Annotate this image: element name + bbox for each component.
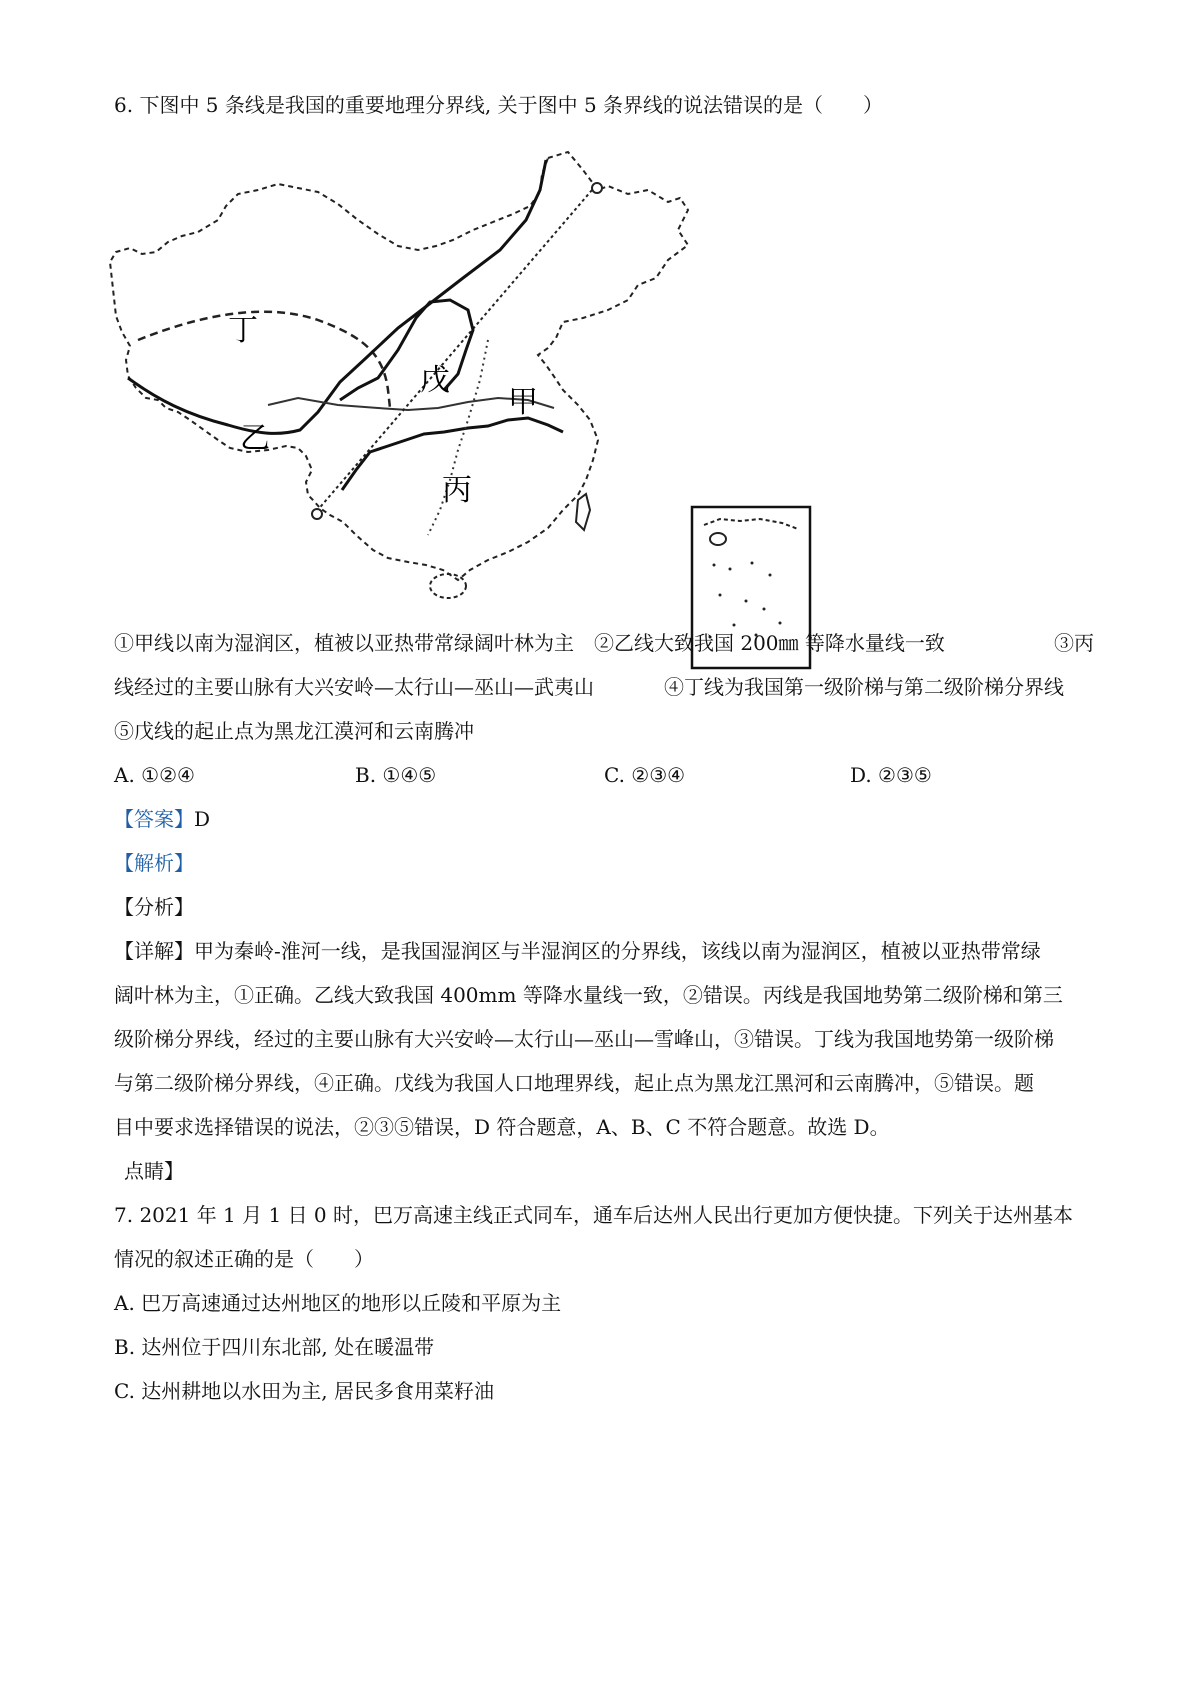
statement-5: ⑤戊线的起止点为黑龙江漠河和云南腾冲 [114,719,474,743]
detail-line-1 [114,936,1041,966]
heihe-point [592,183,602,193]
answer-label: 【答案】 [114,807,194,831]
detail-line-5: 目中要求选择错误的说法，②③⑤错误，D 符合题意，A、B、C 不符合题意。故选 D。 [114,1115,890,1139]
analysis-label: 【解析】 [114,851,194,875]
fenxi-label: 【分析】 [114,895,194,919]
question-7-stem-line-1: 7. 2021 年 1 月 1 日 0 时，巴万高速主线正式同车，通车后达州人民出行更加方便快捷。下列关于达州基本 [114,1203,1074,1227]
answer-value: D [194,807,211,831]
detail-line-2: 阔叶林为主，①正确。乙线大致我国 400mm 等降水量线一致，②错误。丙线是我国地势第二级阶梯和第三 [114,983,1063,1007]
option-c[interactable]: C. ②③④ [604,763,686,787]
q7-option-a[interactable]: A. 巴万高速通过达州地区的地形以丘陵和平原为主 [114,1291,562,1315]
statement-4: ④丁线为我国第一级阶梯与第二级阶梯分界线 [664,675,1064,699]
detail-line-3: 级阶梯分界线，经过的主要山脉有大兴安岭—太行山—巫山—雪峰山，③错误。丁线为我国地势第一级阶梯 [114,1027,1054,1051]
option-d[interactable]: D. ②③⑤ [850,763,932,787]
china-outline [110,152,688,580]
label-bing: 丙 [442,473,472,508]
label-ding: 丁 [228,313,258,348]
yellow-river-loop [340,300,473,400]
question-7-stem-line-2: 情况的叙述正确的是（ ） [114,1247,374,1271]
wu-line [316,190,592,512]
q7-option-c[interactable]: C. 达州耕地以水田为主, 居民多食用菜籽油 [114,1379,495,1403]
label-jia: 甲 [508,385,538,420]
label-yi: 乙 [240,421,270,456]
answer-line [114,804,210,834]
q7-option-b[interactable]: B. 达州位于四川东北部, 处在暖温带 [114,1335,435,1359]
label-wu: 戊 [420,363,450,398]
statement-1: ①甲线以南为湿润区，植被以亚热带常绿阔叶林为主 [114,631,574,655]
option-b[interactable]: B. ①④⑤ [355,763,437,787]
statement-2: ②乙线大致我国 200㎜ 等降水量线一致 [594,631,945,655]
statement-3-start: ③丙 [1054,631,1094,655]
taiwan-island [576,494,590,530]
option-a[interactable]: A. ①②④ [114,763,195,787]
tengchong-point [312,509,322,519]
detail-text-1: 甲为秦岭-淮河一线，是我国湿润区与半湿润区的分界线，该线以南为湿润区，植被以亚热带常绿 [194,939,1041,963]
yi-line [128,160,546,433]
question-6-stem: 6. 下图中 5 条线是我国的重要地理分界线, 关于图中 5 条界线的说法错误的是（ ） [114,93,884,117]
statement-3-rest: 线经过的主要山脉有大兴安岭—太行山—巫山—武夷山 [114,675,594,699]
hainan-island [430,574,466,598]
detail-line-4: 与第二级阶梯分界线，④正确。戊线为我国人口地理界线，起止点为黑龙江黑河和云南腾冲，⑤错误。题 [114,1071,1034,1095]
dianjing-label: 点睛】 [124,1159,184,1183]
detail-label: 【详解】 [114,939,194,963]
